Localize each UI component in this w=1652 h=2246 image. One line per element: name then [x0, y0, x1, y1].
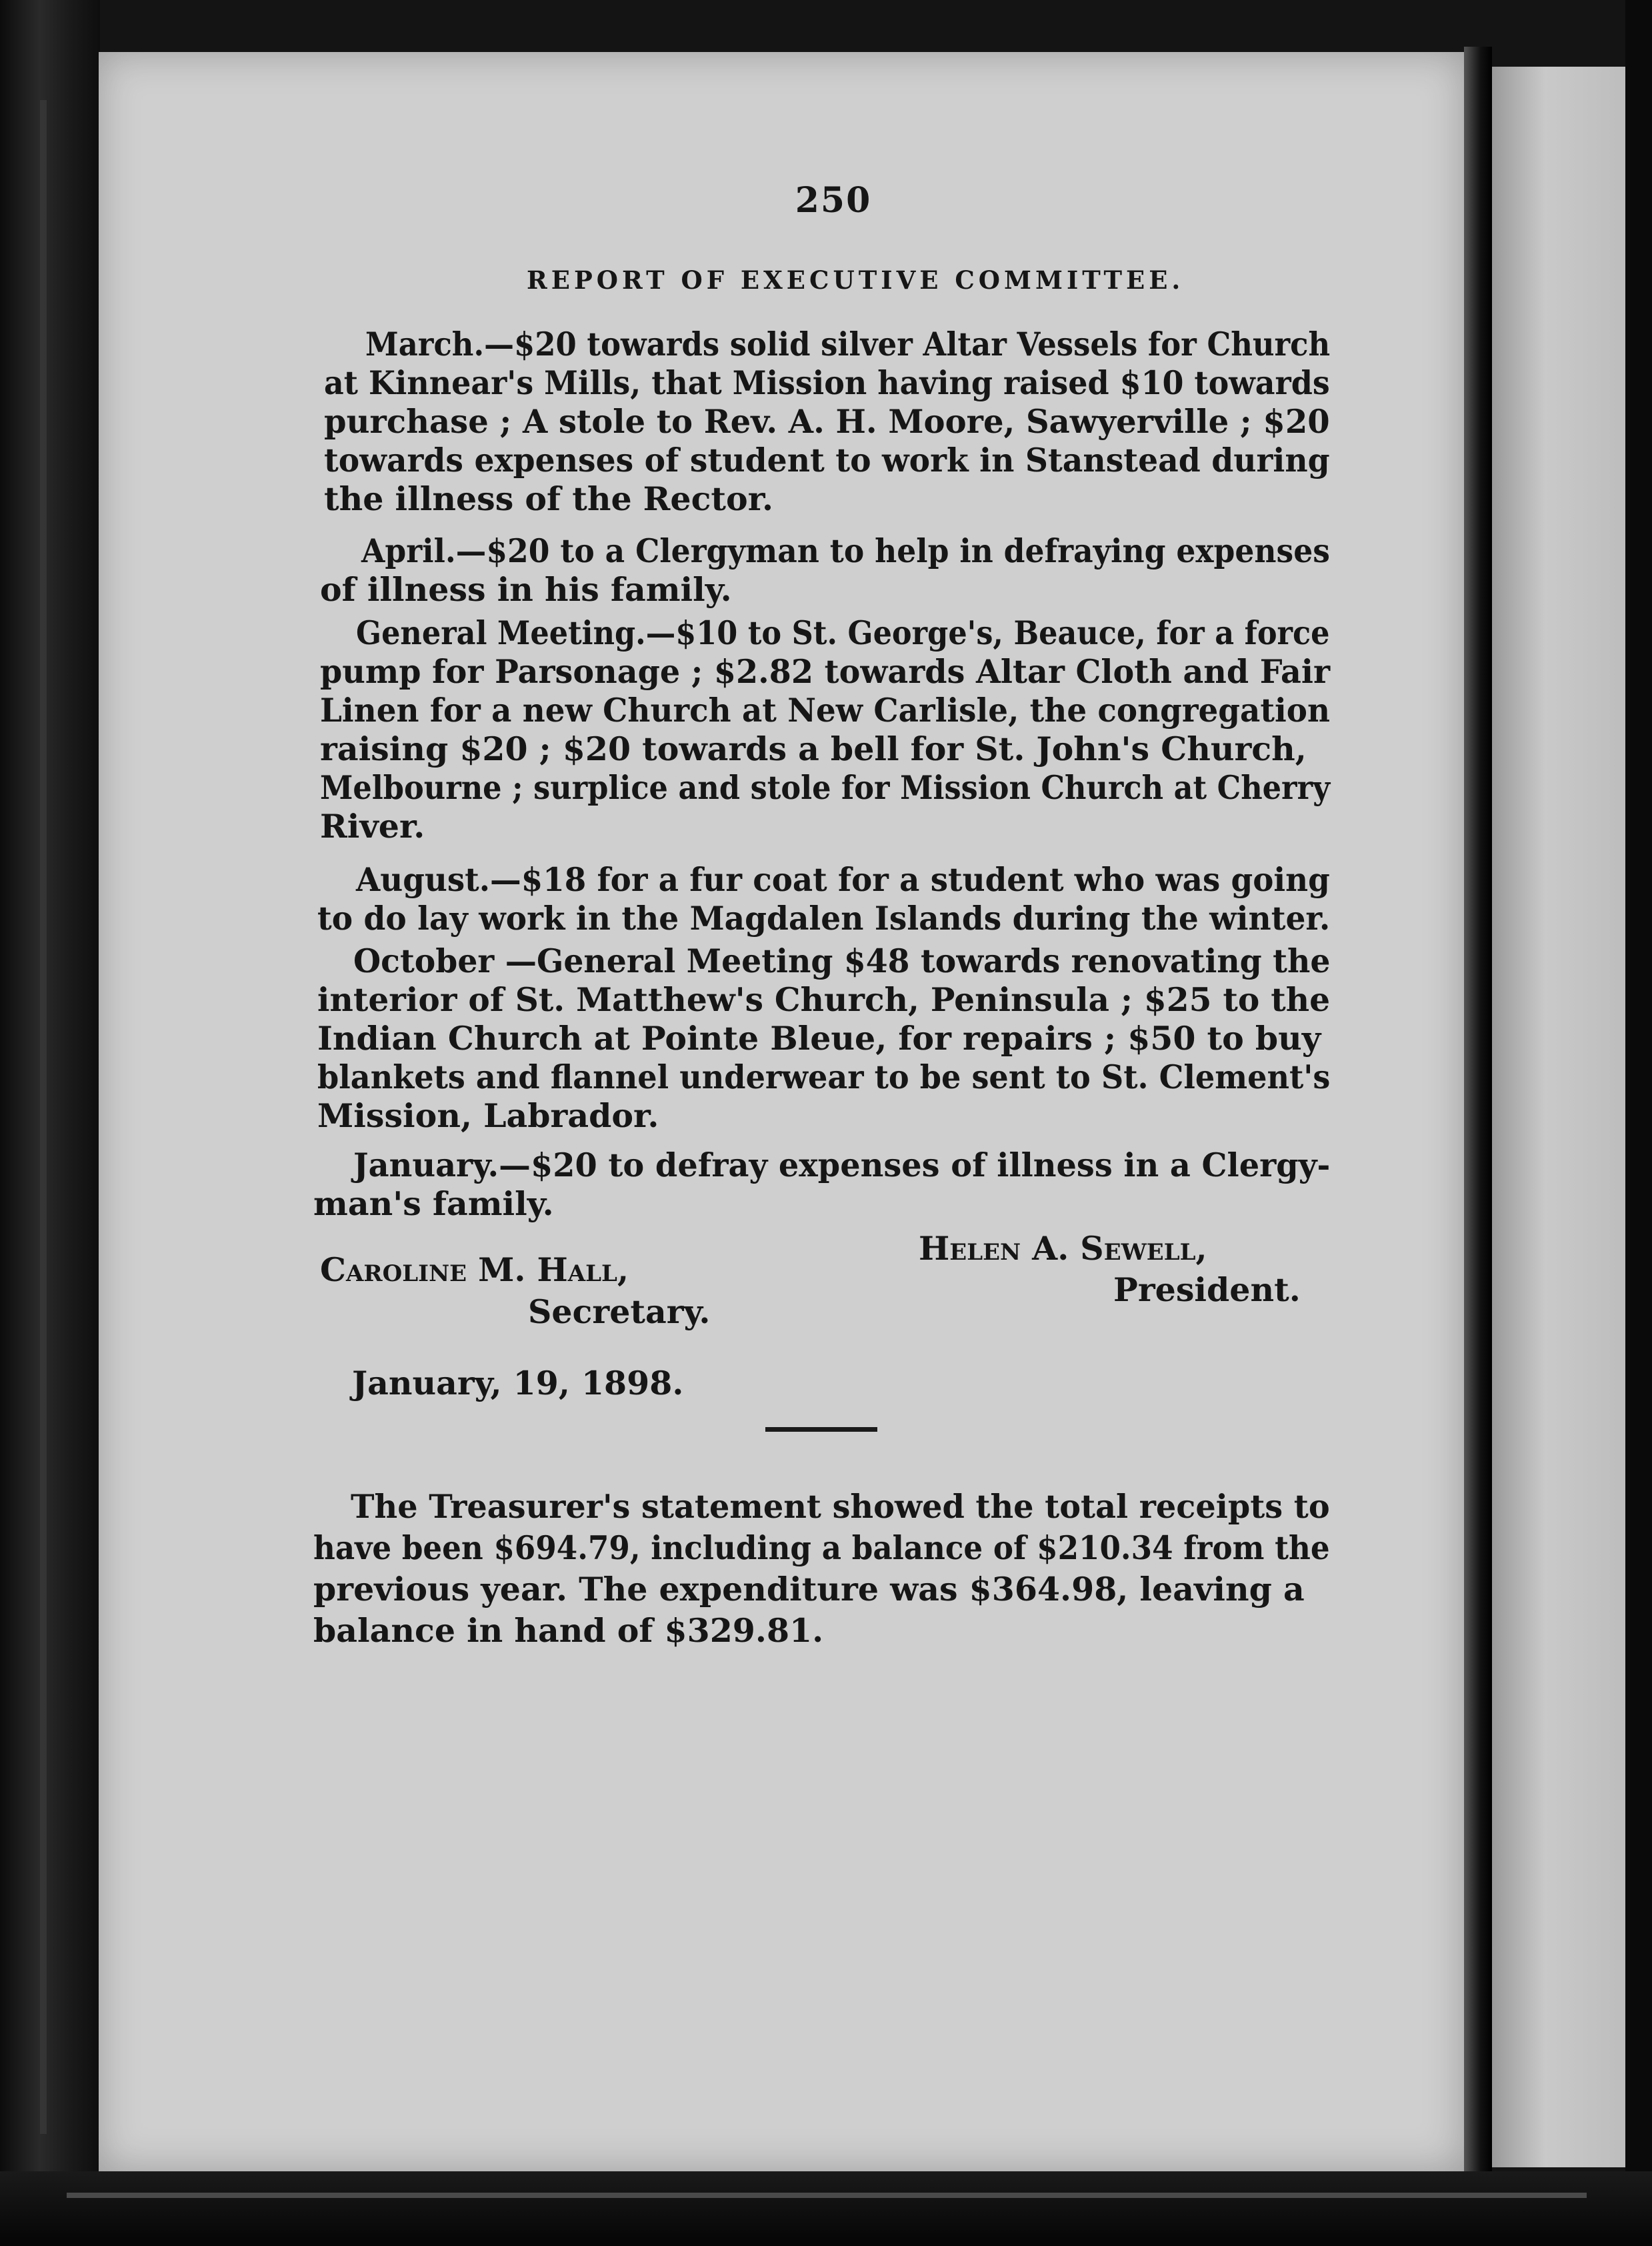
march-line-1: March.—$20 towards solid silver Altar Vessels for Church: [365, 325, 1331, 363]
president-title: President.: [1113, 1270, 1301, 1309]
book-right-edge: [1625, 0, 1652, 2246]
january-line-2: man's family.: [313, 1184, 554, 1223]
secretary-name: Caroline M. Hall,: [320, 1250, 629, 1289]
march-line-2: at Kinnear's Mills, that Mission having raised $10 towards: [324, 363, 1330, 402]
january-line-1: January.—$20 to defray expenses of illness in a Clergy-: [353, 1146, 1331, 1184]
section-heading: REPORT OF EXECUTIVE COMMITTEE.: [527, 265, 1185, 295]
page-number: 250: [795, 180, 872, 221]
report-date: January, 19, 1898.: [352, 1364, 684, 1402]
april-line-2: of illness in his family.: [320, 570, 732, 609]
general-meeting-line-3: Linen for a new Church at New Carlisle, the congregation: [320, 691, 1331, 730]
october-line-3: Indian Church at Pointe Bleue, for repairs ; $50 to buy: [317, 1019, 1321, 1058]
book-gutter: [1464, 47, 1492, 2181]
section-divider: [765, 1427, 877, 1432]
book-binding-stripe: [40, 100, 47, 2134]
treasurer-line-4: balance in hand of $329.81.: [313, 1611, 824, 1650]
march-line-4: towards expenses of student to work in Stanstead during: [324, 441, 1330, 479]
august-line-1: August.—$18 for a fur coat for a student who was going: [356, 860, 1330, 899]
march-line-5: the illness of the Rector.: [324, 479, 774, 518]
treasurer-line-3: previous year. The expenditure was $364.98, leaving a: [313, 1570, 1305, 1608]
april-line-1: April.—$20 to a Clergyman to help in defraying expenses: [361, 531, 1330, 570]
book-bottom-line: [67, 2193, 1587, 2198]
october-line-4: blankets and flannel underwear to be sent to St. Clement's: [317, 1058, 1331, 1096]
march-line-3: purchase ; A stole to Rev. A. H. Moore, Sawyerville ; $20: [324, 402, 1330, 441]
adjacent-page-edge: [1492, 67, 1625, 2167]
october-line-2: interior of St. Matthew's Church, Peninsula ; $25 to the: [317, 980, 1331, 1019]
october-line-1: October —General Meeting $48 towards renovating the: [353, 942, 1331, 980]
secretary-title: Secretary.: [528, 1292, 711, 1331]
general-meeting-line-1: General Meeting.—$10 to St. George's, Beauce, for a force: [356, 614, 1330, 652]
october-line-5: Mission, Labrador.: [317, 1096, 659, 1135]
august-line-2: to do lay work in the Magdalen Islands during the winter.: [317, 899, 1331, 938]
book-left-edge: [0, 0, 100, 2246]
general-meeting-line-2: pump for Parsonage ; $2.82 towards Altar Cloth and Fair: [320, 652, 1331, 691]
book-bottom-edge: [0, 2171, 1652, 2246]
president-name: Helen A. Sewell,: [919, 1229, 1207, 1268]
general-meeting-line-5: Melbourne ; surplice and stole for Mission Church at Cherry: [320, 768, 1331, 807]
general-meeting-line-4: raising $20 ; $20 towards a bell for St. John's Church,: [320, 730, 1307, 768]
treasurer-line-1: The Treasurer's statement showed the total receipts to: [351, 1487, 1330, 1526]
general-meeting-line-6: River.: [320, 807, 425, 846]
treasurer-line-2: have been $694.79, including a balance of $210.34 from the: [313, 1528, 1330, 1567]
